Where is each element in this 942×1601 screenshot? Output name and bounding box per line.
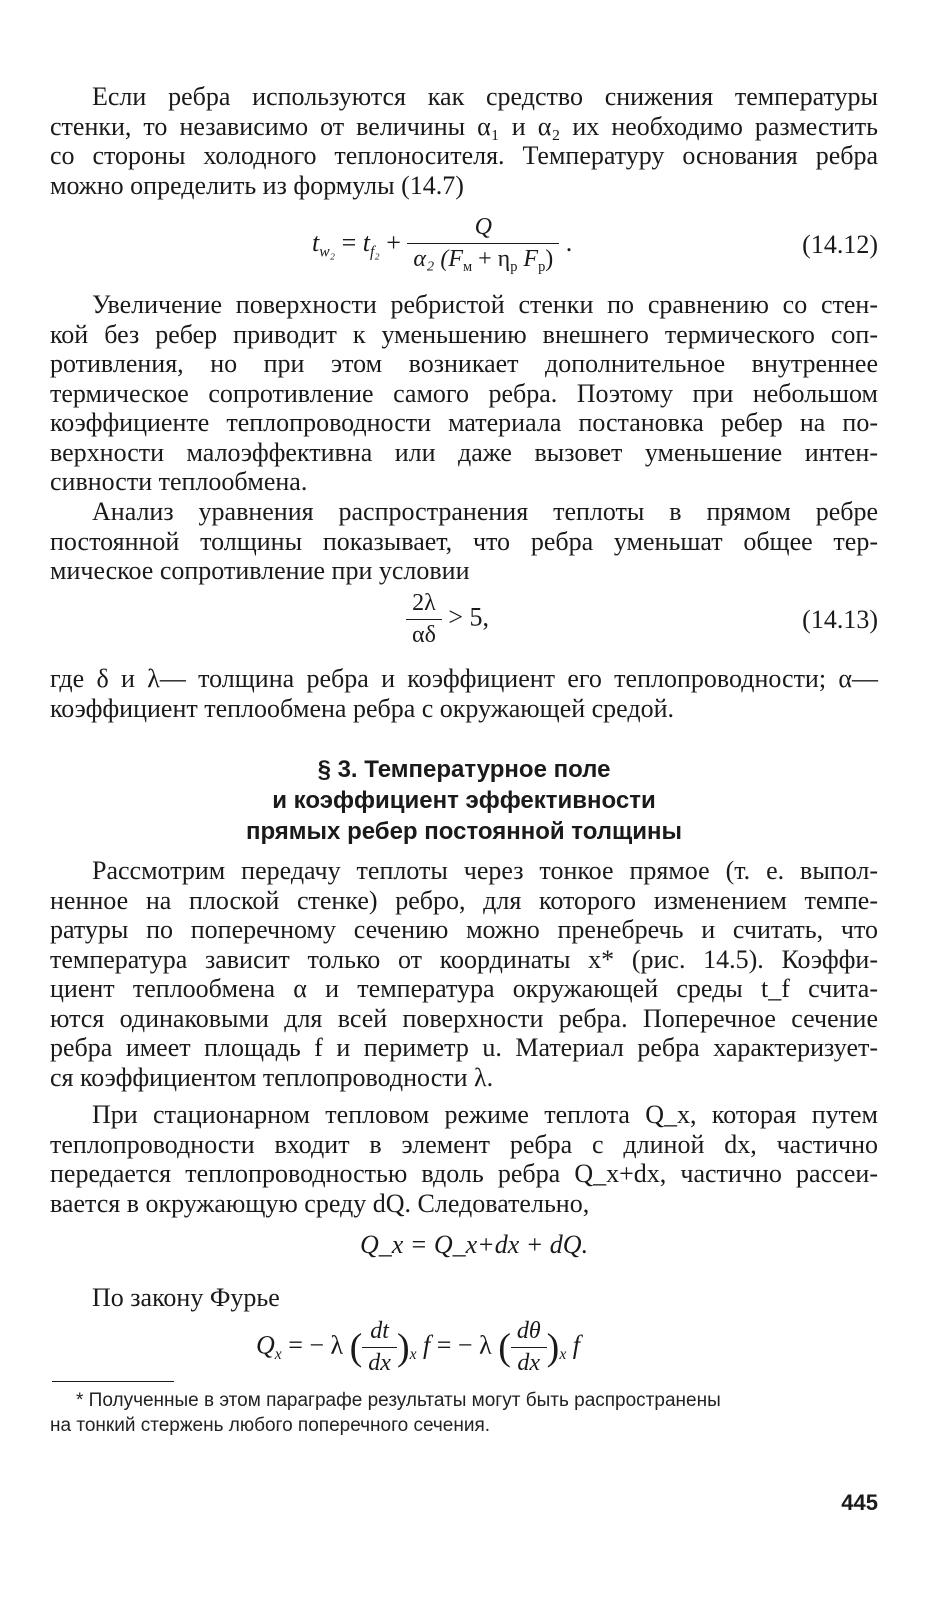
text-line: вается в окружающую среду dQ. Следовательно, — [50, 1188, 590, 1218]
text-line: стенки, то независимо от величины α₁ и α₂ их необходимо разместить — [50, 111, 878, 141]
text-line: циент теплообмена α и температура окружающей среды t_f счита- — [50, 974, 878, 1003]
equation-number: (14.13) — [802, 605, 878, 634]
eq-denominator: dx — [517, 1350, 541, 1376]
eq-fraction — [362, 1318, 397, 1377]
paragraph-symbols — [50, 664, 878, 723]
eq-subscript: р — [510, 259, 518, 276]
eq-denominator — [407, 244, 559, 276]
eq-paren: ( — [349, 1326, 363, 1369]
text-line: температура зависит только от координаты x* (рис. 14.5). Коэффи- — [50, 944, 878, 974]
footnote-rule — [52, 1381, 174, 1382]
equation-14-13 — [406, 590, 489, 649]
text-line: ротивления, но при этом возникает дополнительное внутреннее — [50, 349, 878, 378]
footnote-line: на тонкий стержень любого поперечного сечения. — [50, 1415, 491, 1436]
eq-period: . — [565, 227, 573, 257]
text-line: кой без ребер приводит к уменьшению внешнего термического соп- — [50, 319, 878, 349]
text-line: верхности малоэффективна или даже вызовет уменьшение интен- — [50, 437, 878, 467]
eq-subscript: f₂ — [369, 243, 380, 261]
eq-subscript: р — [538, 259, 546, 276]
paragraph-fins-location — [50, 82, 878, 200]
eq-paren: ) — [546, 1326, 560, 1369]
text-line: передается теплопроводностью вдоль ребра Q_x+dx, частично рассеи- — [50, 1159, 878, 1188]
equation-14-12 — [312, 214, 572, 276]
eq-den-part: + η — [472, 246, 511, 272]
heading-line: § 3. Температурное поле — [317, 756, 611, 783]
eq-fraction — [511, 1318, 547, 1377]
text-line: со стороны холодного теплоносителя. Температуру основания ребра — [50, 141, 878, 170]
eq-numerator: Q — [474, 214, 493, 240]
footnote — [50, 1388, 878, 1438]
text-line: коэффициент теплообмена ребра с окружающей средой. — [50, 693, 675, 723]
eq-plus: + — [386, 227, 401, 257]
text-line: где δ и λ— толщина ребра и коэффициент его теплопроводности; α— — [50, 664, 878, 693]
eq-denominator: αδ — [412, 622, 436, 648]
paragraph-stationary — [50, 1100, 878, 1218]
eq-fraction — [406, 590, 442, 649]
heading-line: прямых ребер постоянной толщины — [245, 818, 683, 845]
paragraph-analysis — [50, 497, 878, 586]
text-line: мическое сопротивление при условии — [50, 556, 470, 585]
eq-paren: ) — [396, 1326, 410, 1369]
eq-subscript: w₂ — [319, 243, 336, 261]
eq-text: Q_x = Q_x+dx + dQ. — [360, 1230, 589, 1259]
eq-subscript: x — [274, 1345, 282, 1363]
text-line: Увеличение поверхности ребристой стенки по сравнению со стен- — [92, 290, 878, 319]
eq-fraction — [407, 214, 559, 276]
equation-fourier — [256, 1318, 580, 1377]
text-line: Если ребра используются как средство снижения температуры — [92, 82, 878, 111]
text-line: ся коэффициентом теплопроводности λ. — [50, 1062, 494, 1092]
text-line: постоянной толщины показывает, что ребра уменьшат общее тер- — [50, 526, 878, 556]
eq-numerator: dt — [370, 1318, 389, 1344]
text-line: ются одинаковыми для всей поверхности ребра. Поперечное сечение — [50, 1003, 878, 1033]
text-line: ратуры по поперечному сечению можно пренебречь и считать, что — [50, 915, 878, 944]
eq-numerator: dθ — [516, 1318, 541, 1344]
text-line: можно определить из формулы (14.7) — [50, 170, 464, 200]
footnote-line: * Полученные в этом параграфе результаты могут быть распространены — [76, 1390, 721, 1411]
text-line: Рассмотрим передачу теплоты через тонкое прямое (т. е. выпол- — [92, 856, 878, 885]
equation-number: (14.12) — [802, 230, 878, 259]
text-line: ненное на плоской стенке) ребро, для которого изменением темпе- — [50, 885, 878, 915]
section-heading — [50, 754, 878, 847]
text-line: При стационарном тепловом режиме теплота Q_x, которая путем — [92, 1100, 878, 1129]
eq-symbol: f — [572, 1330, 580, 1360]
text-line: Анализ уравнения распространения теплоты в прямом ребре — [92, 497, 878, 526]
text-line: ребра имеет площадь f и периметр u. Материал ребра характеризует- — [50, 1033, 878, 1062]
eq-denominator: dx — [368, 1350, 391, 1376]
page-number: 445 — [841, 1490, 878, 1515]
eq-subscript: x — [559, 1345, 567, 1363]
eq-den-part: α₂ (F — [413, 246, 463, 272]
text-line: сивности теплообмена. — [50, 467, 308, 496]
paragraph-thin-fin — [50, 856, 878, 1092]
eq-den-part: F — [517, 246, 539, 272]
heading-line: и коэффициент эффективности — [272, 787, 656, 814]
eq-equals: = − λ — [436, 1330, 492, 1360]
eq-subscript: м — [463, 259, 473, 276]
fourier-intro: По закону Фурье — [92, 1283, 280, 1312]
eq-equals: = — [341, 227, 357, 257]
eq-symbol: Q — [256, 1330, 275, 1360]
text-line: коэффициенте теплопроводности материала постановка ребер на по- — [50, 408, 878, 437]
eq-subscript: x — [409, 1345, 417, 1363]
equation-balance — [360, 1230, 588, 1260]
text-line: термическое сопротивление самого ребра. Поэтому при небольшом — [50, 378, 878, 408]
eq-equals: = − λ — [288, 1330, 344, 1360]
paragraph-fin-resistance — [50, 290, 878, 497]
eq-symbol: f — [423, 1330, 431, 1360]
eq-paren: ( — [498, 1326, 511, 1369]
eq-numerator: 2λ — [406, 590, 442, 620]
eq-den-part: ) — [545, 246, 554, 272]
eq-symbol: t — [312, 227, 320, 257]
eq-rhs: > 5, — [448, 602, 490, 632]
eq-symbol: t — [362, 227, 370, 257]
text-line: теплопроводности входит в элемент ребра с длиной dx, частично — [50, 1129, 878, 1159]
